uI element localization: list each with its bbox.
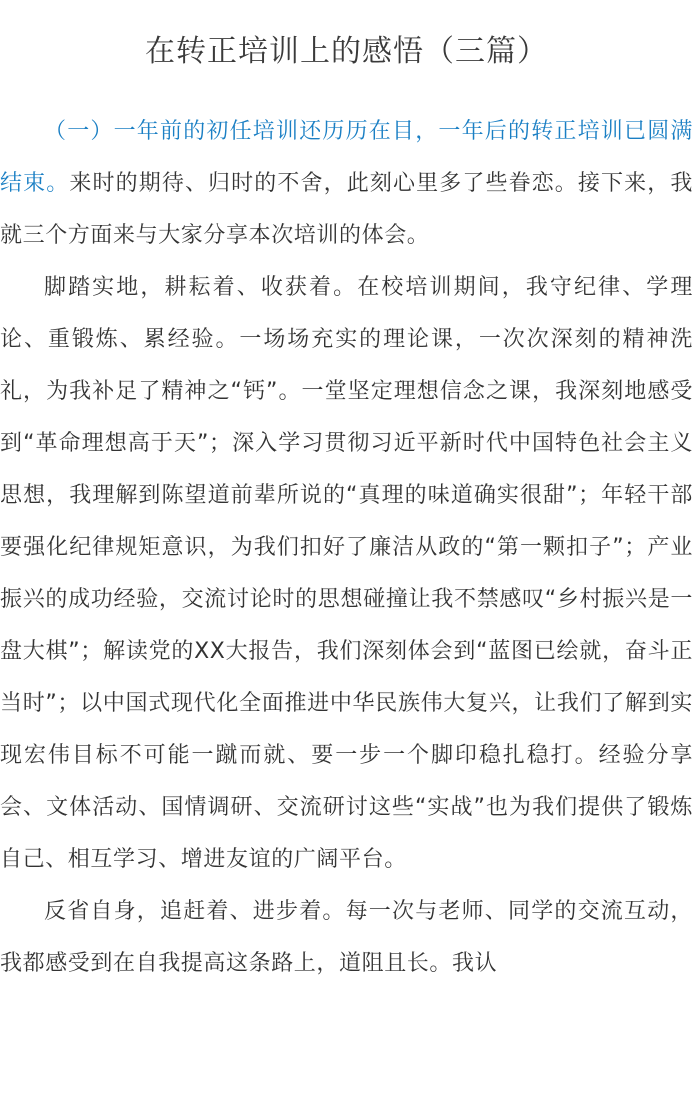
article-body [0, 106, 693, 990]
paragraph-2-text: 脚踏实地，耕耘着、收获着。在校培训期间，我守纪律、学理论、重锻炼、累经验。一场场充实的理论课，一次次深刻的精神洗礼，为我补足了精神之“钙”。一堂坚定理想信念之课，我深刻地感受到“革命理想高于天”；深入学习贯彻习近平新时代中国特色社会主义思想，我理解到陈望道前辈所说的“真理的味道确实很甜”；年轻干部要强化纪律规矩意识，为我们扣好了廉洁从政的“第一颗扣子”；产业振兴的成功经验，交流讨论时的思想碰撞让我不禁感叹“乡村振兴是一盘大棋”；解读党的XX大报告，我们深刻体会到“蓝图已绘就，奋斗正当时”；以中国式现代化全面推进中华民族伟大复兴，让我们了解到实现宏伟目标不可能一蹴而就、要一步一个脚印稳扎稳打。经验分享会、文体活动、国情调研、交流研讨这些“实战”也为我们提供了锻炼自己、相互学习、增进友谊的广阔平台。 [0, 275, 693, 872]
paragraph-3 [0, 886, 693, 990]
paragraph-1-text: 来时的期待、归时的不舍，此刻心里多了些眷恋。接下来，我就三个方面来与大家分享本次培训的体会。 [0, 171, 693, 248]
document-title: 在转正培训上的感悟（三篇） [145, 34, 548, 69]
paragraph-3-text: 反省自身，追赶着、进步着。每一次与老师、同学的交流互动，我都感受到在自我提高这条路上，道阻且长。我认 [0, 899, 693, 976]
paragraph-1 [0, 106, 693, 262]
paragraph-1-highlight: （一）一年前的初任培训还历历在目，一年后的转正培训已圆满结束。 [0, 119, 693, 196]
paragraph-2 [0, 262, 693, 886]
